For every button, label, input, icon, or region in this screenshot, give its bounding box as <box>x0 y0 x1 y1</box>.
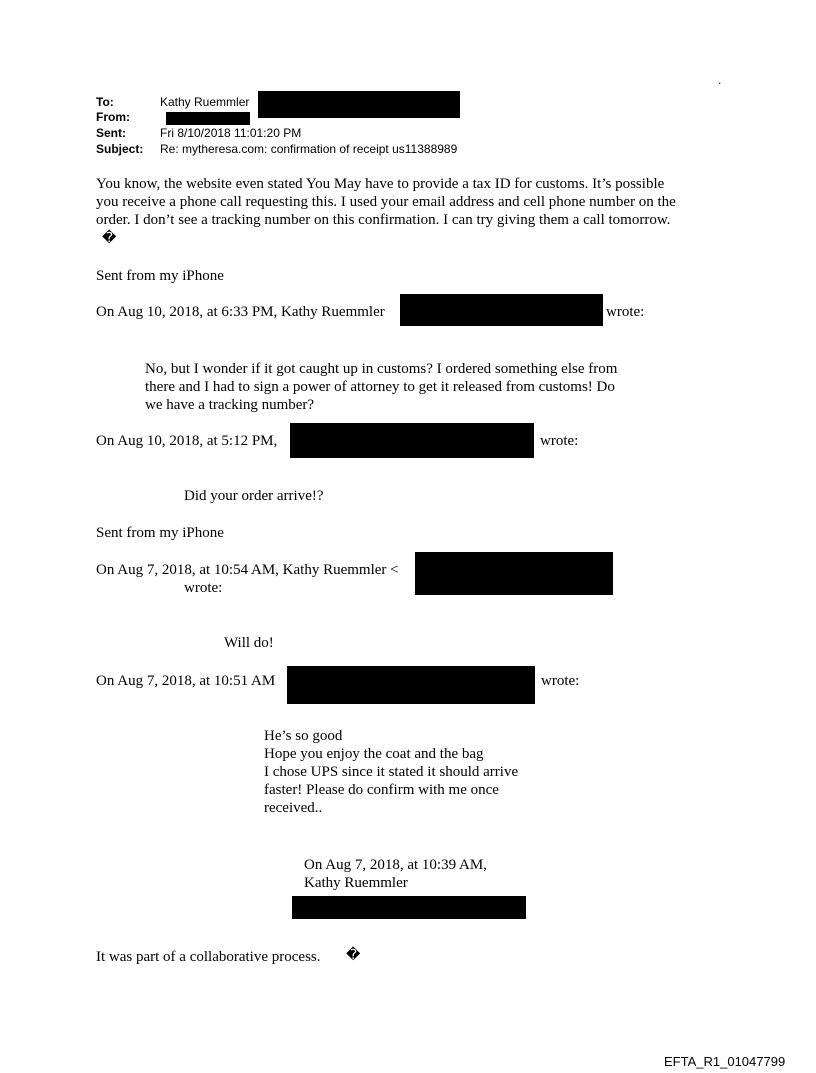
quote-attribution-suffix: wrote: <box>606 304 645 320</box>
message-line: we have a tracking number? <box>145 397 315 413</box>
message-line: received.. <box>264 800 323 816</box>
closing-text: It was part of a collaborative process. <box>96 949 321 965</box>
sent-value: Fri 8/10/2018 11:01:20 PM <box>160 126 302 140</box>
quoted-message <box>264 727 518 817</box>
sent-from-text: Sent from my iPhone <box>96 525 224 541</box>
paragraph-line: order. I don’t see a tracking number on this confirmation. I can try giving them a call tomorrow. <box>96 212 671 228</box>
quote-attribution-suffix: wrote: <box>184 580 223 596</box>
unknown-glyph-icon: � <box>346 947 361 963</box>
redaction-block <box>290 423 534 458</box>
unknown-glyph-icon: � <box>102 230 117 246</box>
sent-label: Sent: <box>96 126 126 140</box>
from-label: From: <box>96 110 130 124</box>
redaction-block <box>400 294 603 326</box>
subject-value: Re: mytheresa.com: confirmation of receipt us11388989 <box>160 142 458 156</box>
redaction-block <box>287 666 535 704</box>
attribution-line: Kathy Ruemmler <box>304 875 408 891</box>
message-paragraph <box>96 175 676 229</box>
corner-mark: . <box>718 73 722 87</box>
quoted-message: Will do! <box>224 635 274 651</box>
sent-from-text: Sent from my iPhone <box>96 268 224 284</box>
subject-label: Subject: <box>96 142 144 156</box>
redaction-block <box>258 91 460 118</box>
quoted-message: Did your order arrive!? <box>184 488 324 504</box>
to-label: To: <box>96 95 114 109</box>
redaction-block <box>415 552 613 595</box>
paragraph-line: You know, the website even stated You May have to provide a tax ID for customs. It’s possible <box>96 176 665 192</box>
quote-attribution-suffix: wrote: <box>540 433 579 449</box>
quote-attribution: On Aug 7, 2018, at 10:51 AM <box>96 673 276 689</box>
message-line: faster! Please do confirm with me once <box>264 782 499 798</box>
message-line: He’s so good <box>264 728 343 744</box>
document-id: EFTA_R1_01047799 <box>664 1054 786 1069</box>
quote-attribution-suffix: wrote: <box>541 673 580 689</box>
redaction-block <box>292 896 526 919</box>
quote-attribution: On Aug 7, 2018, at 10:54 AM, Kathy Ruemmler < <box>96 562 399 578</box>
quote-attribution: On Aug 10, 2018, at 5:12 PM, <box>96 433 278 449</box>
message-line: No, but I wonder if it got caught up in customs? I ordered something else from <box>145 361 618 377</box>
to-value: Kathy Ruemmler <box>160 95 250 109</box>
redaction-block <box>166 112 250 125</box>
quoted-message <box>145 360 617 414</box>
paragraph-line: you receive a phone call requesting this. I used your email address and cell phone number on the <box>96 194 676 210</box>
message-line: there and I had to sign a power of attorney to get it released from customs! Do <box>145 379 615 395</box>
attribution-line: On Aug 7, 2018, at 10:39 AM, <box>304 857 487 873</box>
message-line: Hope you enjoy the coat and the bag <box>264 746 484 762</box>
message-line: I chose UPS since it stated it should arrive <box>264 764 519 780</box>
quote-attribution: On Aug 10, 2018, at 6:33 PM, Kathy Ruemmler <box>96 304 385 320</box>
